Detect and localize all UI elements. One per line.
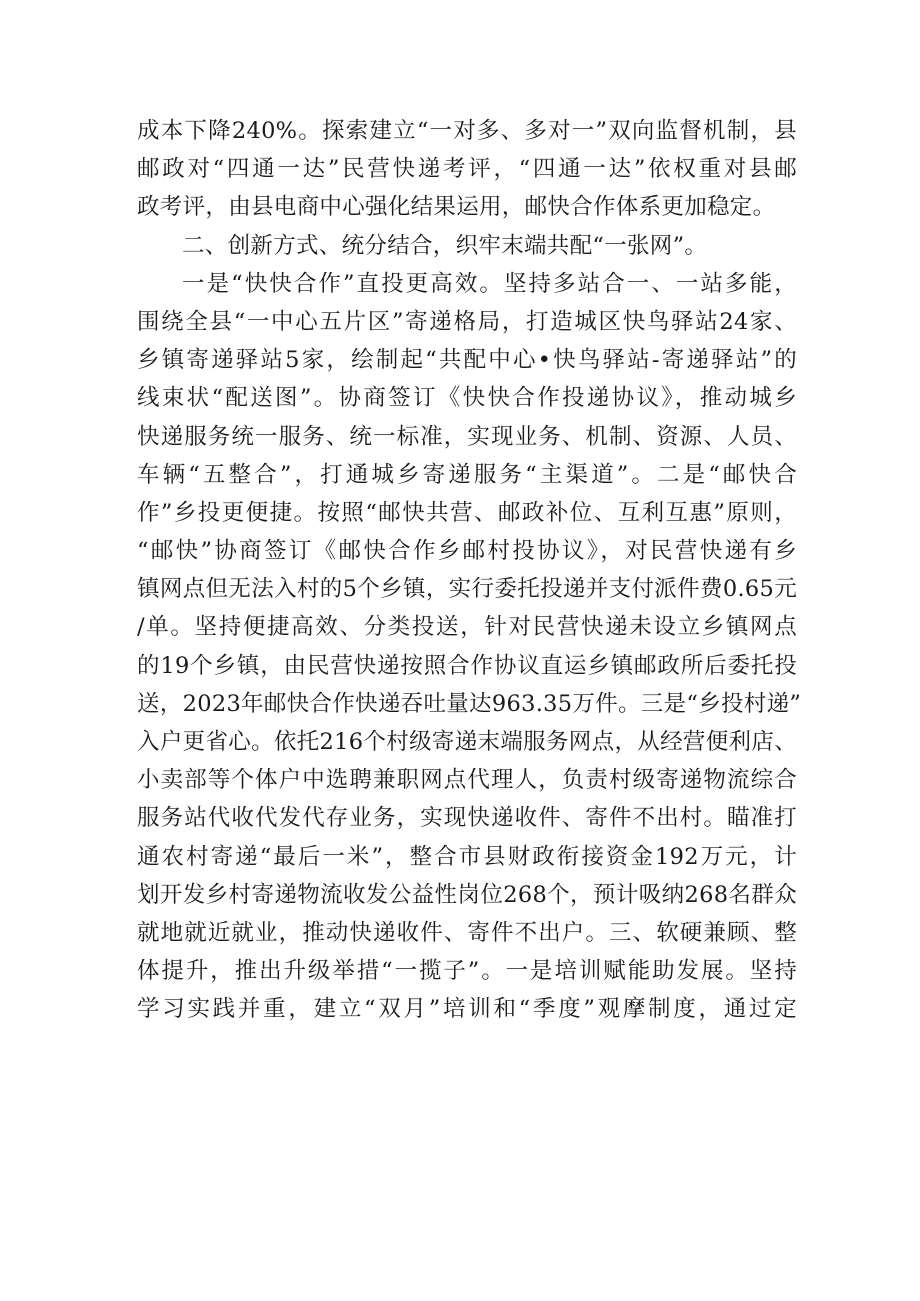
- text-line: 一是“快快合作”直投更高效。坚持多站合一、一站多能，: [182, 270, 797, 297]
- text-line: 的19个乡镇，由民营快递按照合作协议直运乡镇邮政所后委托投: [137, 652, 797, 679]
- text-line: “邮快”协商签订《邮快合作乡邮村投协议》，对民营快递有乡: [137, 538, 797, 565]
- text-line: 线束状“配送图”。协商签订《快快合作投递协议》，推动城乡: [137, 385, 797, 412]
- text-line: 学习实践并重，建立“双月”培训和“季度”观摩制度，通过定: [137, 996, 797, 1023]
- document-body: [137, 112, 802, 1029]
- text-line: /单。坚持便捷高效、分类投送，针对民营快递未设立乡镇网点: [137, 614, 797, 641]
- text-line: 围绕全县“一中心五片区”寄递格局，打造城区快鸟驿站24家、: [137, 308, 797, 335]
- section-heading: 二、创新方式、统分结合，织牢末端共配“一张网”。: [182, 232, 708, 259]
- text-line: 政考评，由县电商中心强化结果运用，邮快合作体系更加稳定。: [137, 194, 776, 221]
- text-line: 邮政对“四通一达”民营快递考评，“四通一达”依权重对县邮: [137, 156, 797, 183]
- text-line: 成本下降240%。探索建立“一对多、多对一”双向监督机制，县: [137, 118, 797, 144]
- text-line: 就地就近就业，推动快递收件、寄件不出户。三、软硬兼顾、整: [137, 919, 797, 946]
- text-line: 划开发乡村寄递物流收发公益性岗位268个，预计吸纳268名群众: [137, 881, 797, 908]
- text-line: 作”乡投更便捷。按照“邮快共营、邮政补位、互利互惠”原则，: [137, 499, 797, 526]
- text-line: 车辆“五整合”，打通城乡寄递服务“主渠道”。二是“邮快合: [137, 461, 797, 488]
- text-line: 体提升，推出升级举措“一揽子”。一是培训赋能助发展。坚持: [137, 958, 797, 985]
- text-line: 快递服务统一服务、统一标准，实现业务、机制、资源、人员、: [137, 423, 797, 450]
- text-line: 通农村寄递“最后一米”，整合市县财政衔接资金192万元，计: [137, 843, 797, 870]
- text-line: 入户更省心。依托216个村级寄递末端服务网点，从经营便利店、: [137, 729, 797, 755]
- text-line: 送，2023年邮快合作快递吞吐量达963.35万件。三是“乡投村递”: [137, 690, 802, 717]
- text-line: 服务站代收代发代存业务，实现快递收件、寄件不出村。瞄准打: [137, 805, 797, 832]
- text-line: 镇网点但无法入村的5个乡镇，实行委托投递并支付派件费0.65元: [137, 576, 797, 603]
- text-line: 乡镇寄递驿站5家，绘制起“共配中心•快鸟驿站-寄递驿站”的: [137, 347, 797, 374]
- text-line: 小卖部等个体户中选聘兼职网点代理人，负责村级寄递物流综合: [137, 767, 797, 794]
